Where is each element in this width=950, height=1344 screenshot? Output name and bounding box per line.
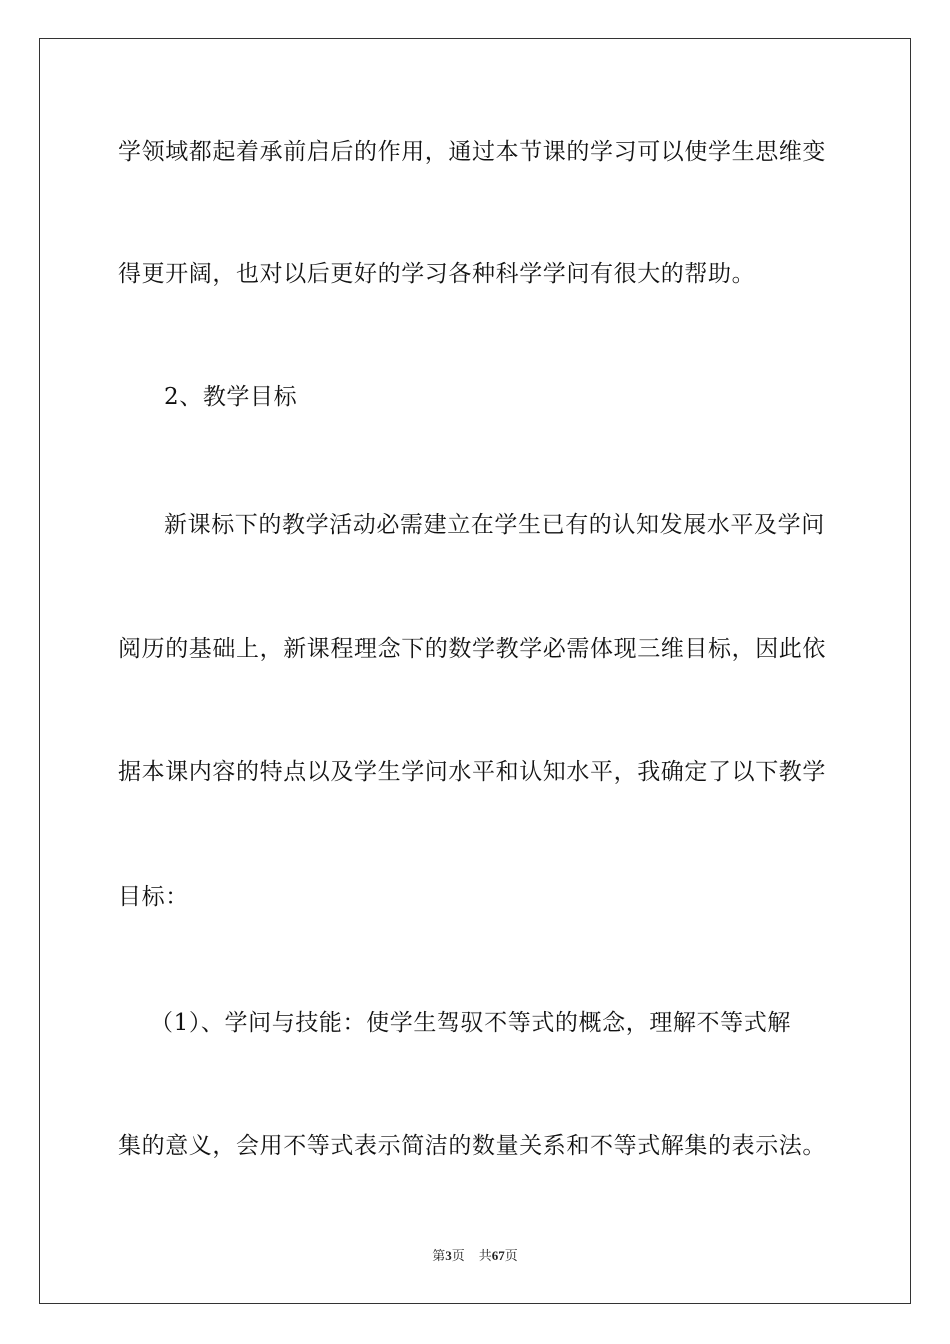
text-line-5: 据本课内容的特点以及学生学问水平和认知水平，我确定了以下教学 xyxy=(118,759,826,785)
footer-total-pages: 67 xyxy=(491,1248,505,1263)
section-heading: 2、教学目标 xyxy=(164,384,298,410)
footer-page-prefix: 第 xyxy=(432,1248,446,1263)
page-footer xyxy=(0,1247,950,1265)
footer-total-prefix: 共 xyxy=(478,1248,492,1263)
text-line-7: （1）、学问与技能：使学生驾驭不等式的概念，理解不等式解 xyxy=(150,1010,791,1036)
footer-total-suffix: 页 xyxy=(504,1248,518,1263)
page-border xyxy=(39,38,911,1304)
text-line-1: 学领域都起着承前启后的作用，通过本节课的学习可以使学生思维变 xyxy=(118,139,826,165)
footer-page-number: 3 xyxy=(445,1248,452,1263)
text-line-2: 得更开阔，也对以后更好的学习各种科学学问有很大的帮助。 xyxy=(118,261,756,287)
text-line-8: 集的意义，会用不等式表示简洁的数量关系和不等式解集的表示法。 xyxy=(118,1133,826,1159)
footer-page-suffix: 页 xyxy=(451,1248,465,1263)
text-line-4: 阅历的基础上，新课程理念下的数学教学必需体现三维目标，因此依 xyxy=(118,636,826,662)
text-line-3: 新课标下的教学活动必需建立在学生已有的认知发展水平及学问 xyxy=(164,512,825,538)
text-line-6: 目标： xyxy=(118,884,189,910)
